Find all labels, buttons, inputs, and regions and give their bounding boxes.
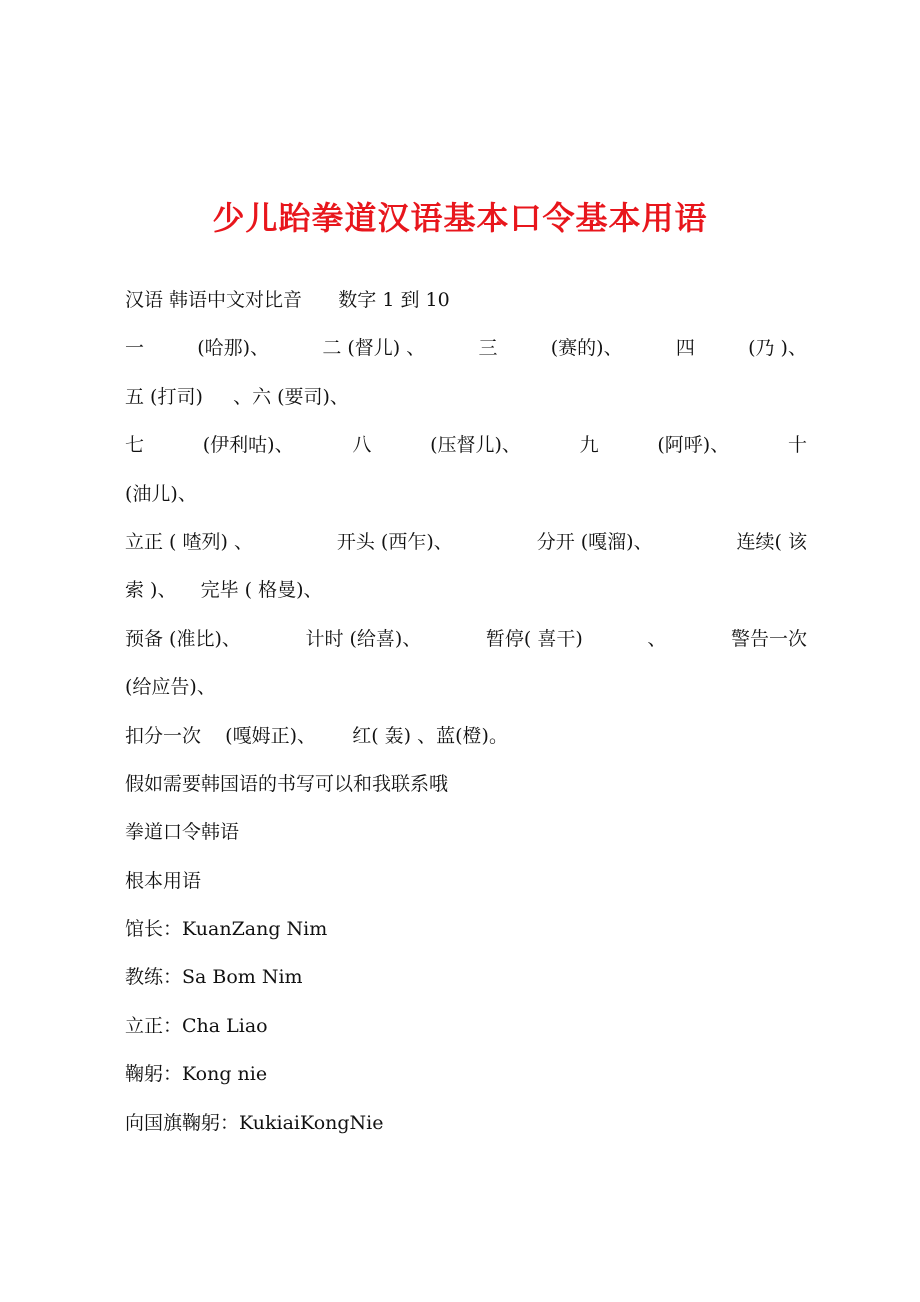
document-line (125, 518, 807, 566)
line-segment: 一 (125, 337, 145, 360)
line-segment: (哈那)、 (197, 337, 270, 360)
document-line: 汉语 韩语中文对比音 数字 1 到 10 (125, 289, 450, 311)
line-segment: (压督儿)、 (430, 434, 521, 457)
document-line (125, 421, 807, 469)
document-line: 拳道口令韩语 (125, 821, 240, 844)
line-segment: 连续( 该 (736, 530, 807, 553)
line-segment: 立正 ( 喳列) 、 (125, 530, 253, 553)
line-segment: (赛的)、 (550, 337, 623, 360)
document-line: (油儿)、 (125, 482, 197, 505)
document-line: 扣分一次 (嘎姆正)、 红( 轰) 、蓝(橙)。 (125, 724, 508, 747)
line-segment: 警告一次 (730, 627, 807, 650)
document-line: 假如需要韩国语的书写可以和我联系哦 (125, 772, 449, 795)
line-segment: 三 (478, 337, 498, 360)
document-line: 向国旗鞠躬：KukiaiKongNie (125, 1111, 384, 1134)
line-segment: (乃 )、 (748, 337, 807, 360)
document-title: 少儿跆拳道汉语基本口令基本用语 (212, 199, 708, 237)
line-segment: 、 (647, 627, 667, 650)
document-line (125, 324, 807, 372)
line-segment: 七 (125, 434, 145, 457)
line-segment: 二 (督儿) 、 (322, 337, 426, 360)
line-segment: 暂停( 喜干) (485, 627, 583, 650)
document-line (125, 615, 807, 663)
document-line: 馆长：KuanZang Nim (125, 918, 328, 941)
document-line: 立正：Cha Liao (125, 1014, 268, 1037)
document-line: 鞠躬：Kong nie (125, 1063, 268, 1086)
line-segment: 开头 (西乍)、 (336, 530, 453, 553)
document-line: (给应告)、 (125, 676, 216, 699)
document-line: 教练：Sa Bom Nim (125, 966, 303, 989)
document-line: 根本用语 (125, 869, 202, 892)
line-segment: 四 (675, 337, 695, 360)
document-line: 五 (打司) 、六 (要司)、 (125, 385, 349, 408)
document-line: 索 )、 完毕 ( 格曼)、 (125, 579, 323, 602)
line-segment: 分开 (嘎溜)、 (536, 530, 653, 553)
line-segment: 八 (352, 434, 372, 457)
line-segment: 十 (787, 434, 807, 457)
line-segment: (伊利咕)、 (202, 434, 294, 457)
document-body (125, 276, 807, 1147)
line-segment: 九 (579, 434, 599, 457)
line-segment: (阿呼)、 (657, 434, 730, 457)
line-segment: 计时 (给喜)、 (305, 627, 422, 650)
line-segment: 预备 (准比)、 (125, 627, 241, 650)
